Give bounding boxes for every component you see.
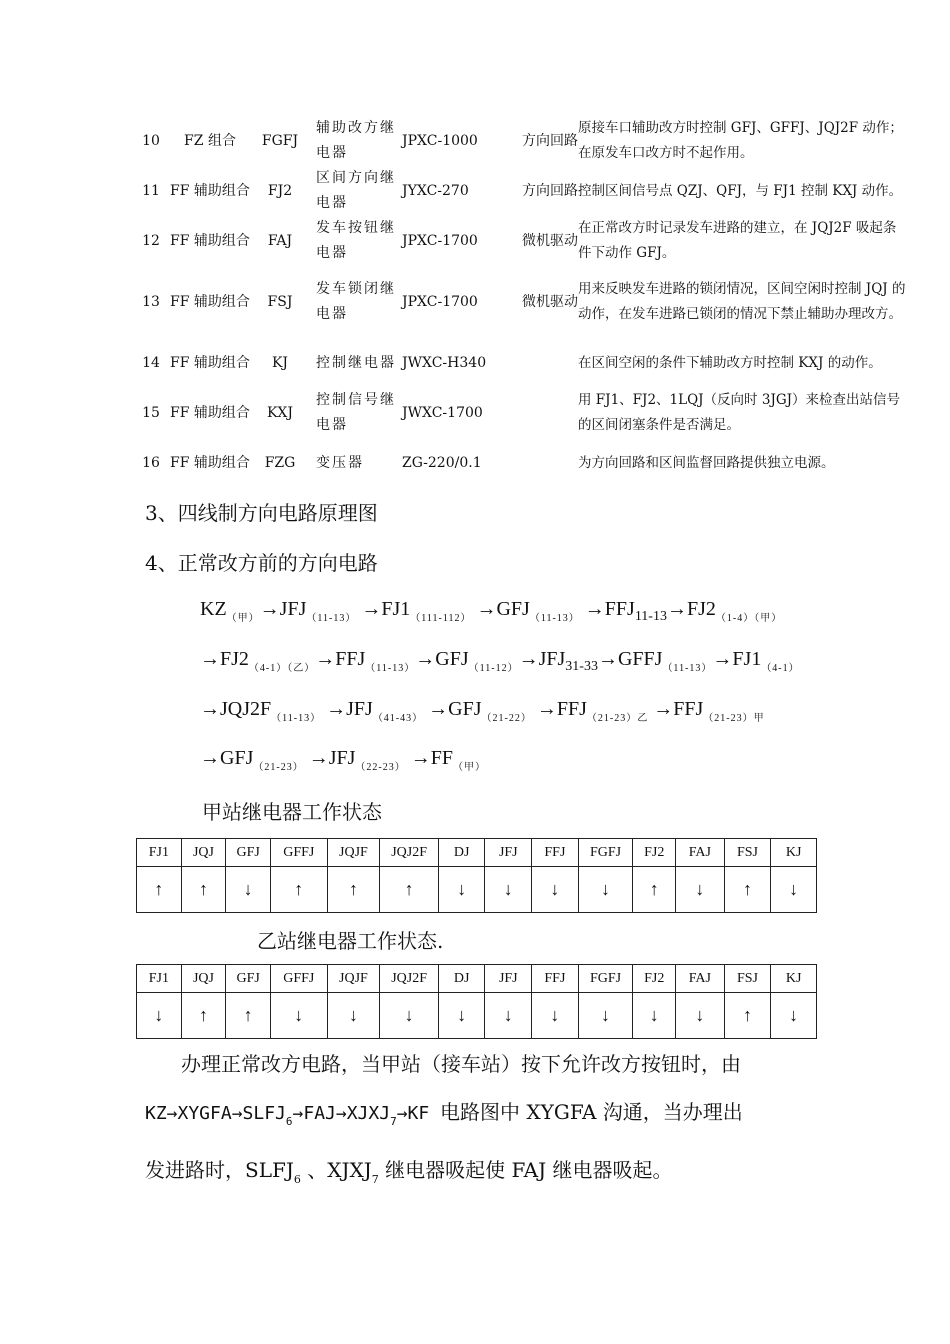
relay-circuit: 方向回路	[522, 132, 578, 149]
circuit-path-line-4: $\to GFJ_{(21-23)} \to JFJ_{(22-23)} \to FF_{(甲)}$	[200, 747, 486, 773]
state-header-cell: FJ2	[633, 965, 676, 993]
state-arrow-cell: ↓	[137, 993, 182, 1039]
state-header-cell: JQJ	[181, 965, 226, 993]
relay-code: FZG	[264, 454, 296, 471]
state-arrow-cell: ↓	[676, 993, 725, 1039]
relay-function: 用来反映发车进路的锁闭情况，区间空闲时控制 JQJ 的动作，在发车进路已锁闭的情况下禁止辅助办理改方。	[578, 281, 906, 322]
relay-group: FF 辅助组合	[170, 293, 250, 310]
state-arrow-cell: ↓	[438, 993, 485, 1039]
state-header-cell: JFJ	[485, 965, 532, 993]
state-header-cell: FJ1	[137, 965, 182, 993]
relay-list-table	[132, 116, 907, 488]
section-heading-4: 4、正常改方前的方向电路	[145, 551, 378, 575]
relay-circuit: 微机驱动	[522, 293, 578, 310]
state-arrow-cell: ↓	[380, 993, 439, 1039]
state-arrow-cell: ↓	[771, 867, 817, 913]
relay-row	[132, 216, 907, 266]
relay-circuit	[522, 438, 578, 488]
state-header-cell: FAJ	[676, 839, 725, 867]
relay-row	[132, 338, 907, 388]
relay-no: 15	[142, 404, 160, 421]
state-arrow-cell: ↓	[578, 993, 633, 1039]
state-header-cell: JQJF	[327, 965, 380, 993]
relay-function: 在区间空闲的条件下辅助改方时控制 KXJ 的动作。	[578, 354, 882, 371]
relay-name: 发车按钮继电器	[316, 220, 396, 261]
state-arrow-cell: ↓	[485, 867, 532, 913]
station-b-caption: 乙站继电器工作状态.	[257, 929, 444, 953]
state-header-cell: JQJ	[181, 839, 226, 867]
relay-circuit	[522, 388, 578, 438]
state-arrow-cell: ↑	[724, 993, 771, 1039]
relay-group: FF 辅助组合	[170, 354, 250, 371]
relay-model: JYXC-270	[402, 182, 469, 199]
relay-name: 控制继电器	[316, 354, 396, 371]
circuit-path-line-3: $\to JQJ2F_{(11-13)} \to JFJ_{(41-43)} \to GFJ_{(21-22)} \to FFJ_{(21-23)乙} \to FFJ_{(21-23)甲}$	[200, 698, 765, 724]
relay-model: ZG-220/0.1	[402, 454, 482, 471]
relay-no: 11	[142, 182, 160, 199]
para-line-2: $KZ\to XYGFA\to SLFJ_6\to FAJ\to XJXJ_7\to KF$ 电路图中 XYGFA 沟通，当办理出	[145, 1100, 743, 1128]
state-arrow-cell: ↓	[771, 993, 817, 1039]
relay-function: 为方向回路和区间监督回路提供独立电源。	[578, 454, 835, 471]
state-arrow-cell: ↑	[181, 867, 226, 913]
relay-name: 区间方向继电器	[316, 170, 396, 211]
state-header-cell: GFJ	[226, 839, 271, 867]
description-paragraph	[145, 1040, 825, 1204]
relay-code: FAJ	[267, 232, 293, 249]
state-arrow-cell: ↑	[226, 993, 271, 1039]
state-arrow-cell: ↓	[438, 867, 485, 913]
para-line-3: 发进路时，$SLFJ_6$ 、$XJXJ_7$ 继电器吸起使 FAJ 继电器吸起。	[145, 1158, 673, 1186]
relay-model: JPXC-1000	[402, 132, 478, 149]
state-header-cell: JQJF	[327, 839, 380, 867]
relay-row	[132, 266, 907, 338]
circuit-path-line-1: $KZ_{(甲)}\to JFJ_{(11-13)} \to FJ1_{(111-112)} \to GFJ_{(11-13)} \to FFJ_{11-13}\to FJ2_{(1-4)(甲)}$	[200, 598, 783, 624]
state-header-cell: GFFJ	[270, 839, 327, 867]
state-arrow-cell: ↓	[226, 867, 271, 913]
relay-function: 用 FJ1、FJ2、1LQJ（反向时 3JGJ）来检查出站信号的区间闭塞条件是否满足。	[578, 392, 901, 433]
state-header-cell: JQJ2F	[380, 965, 439, 993]
para-line-1: 办理正常改方电路，当甲站（接车站）按下允许改方按钮时，由	[181, 1052, 741, 1076]
state-header-cell: GFFJ	[270, 965, 327, 993]
state-header-cell: JFJ	[485, 839, 532, 867]
relay-code: KXJ	[266, 404, 294, 421]
relay-no: 10	[142, 132, 160, 149]
state-header-cell: FAJ	[676, 965, 725, 993]
relay-no: 14	[142, 354, 160, 371]
relay-no: 13	[142, 293, 160, 310]
state-header-cell: KJ	[771, 965, 817, 993]
state-header-cell: FFJ	[532, 965, 579, 993]
relay-group: FZ 组合	[184, 132, 236, 149]
state-arrow-cell: ↑	[724, 867, 771, 913]
state-header-cell: KJ	[771, 839, 817, 867]
relay-code: FJ2	[267, 182, 293, 199]
relay-model: JWXC-H340	[402, 354, 487, 371]
relay-model: JPXC-1700	[402, 232, 478, 249]
station-a-caption: 甲站继电器工作状态	[202, 800, 382, 824]
state-arrow-cell: ↑	[633, 867, 676, 913]
relay-circuit: 方向回路	[522, 182, 578, 199]
state-arrow-cell: ↑	[137, 867, 182, 913]
relay-name: 辅助改方继电器	[316, 120, 396, 161]
relay-no: 12	[142, 232, 160, 249]
relay-group: FF 辅助组合	[170, 404, 250, 421]
state-header-cell: DJ	[438, 965, 485, 993]
relay-row	[132, 116, 907, 166]
relay-name: 发车锁闭继电器	[316, 281, 396, 322]
state-header-cell: GFJ	[226, 965, 271, 993]
station-b-state-table	[136, 964, 817, 1039]
state-arrow-cell: ↑	[380, 867, 439, 913]
relay-row	[132, 388, 907, 438]
state-header-cell: FJ1	[137, 839, 182, 867]
state-arrow-cell: ↓	[270, 993, 327, 1039]
state-arrow-cell: ↓	[676, 867, 725, 913]
state-arrow-cell: ↓	[532, 993, 579, 1039]
relay-row	[132, 166, 907, 216]
relay-code: KJ	[271, 354, 289, 371]
relay-group: FF 辅助组合	[170, 454, 250, 471]
state-header-cell: FSJ	[724, 839, 771, 867]
relay-model: JWXC-1700	[402, 404, 483, 421]
state-arrow-cell: ↑	[270, 867, 327, 913]
relay-function: 在正常改方时记录发车进路的建立，在 JQJ2F 吸起条件下动作 GFJ。	[578, 220, 897, 261]
relay-name: 变压器	[316, 454, 364, 471]
state-arrow-cell: ↓	[532, 867, 579, 913]
state-arrow-cell: ↓	[327, 993, 380, 1039]
relay-code: FSJ	[267, 293, 293, 310]
state-header-cell: FJ2	[633, 839, 676, 867]
relay-model: JPXC-1700	[402, 293, 478, 310]
relay-name: 控制信号继电器	[316, 392, 396, 433]
state-arrow-cell: ↓	[633, 993, 676, 1039]
relay-no: 16	[142, 454, 160, 471]
state-header-cell: FFJ	[532, 839, 579, 867]
state-header-cell: DJ	[438, 839, 485, 867]
relay-row	[132, 438, 907, 488]
station-a-state-table	[136, 838, 817, 913]
state-arrow-cell: ↓	[578, 867, 633, 913]
relay-function: 控制区间信号点 QZJ、QFJ，与 FJ1 控制 KXJ 动作。	[578, 182, 903, 199]
state-header-cell: FGFJ	[578, 839, 633, 867]
relay-function: 原接车口辅助改方时控制 GFJ、GFFJ、JQJ2F 动作；在原发车口改方时不起作用。	[578, 120, 903, 161]
state-header-cell: FGFJ	[578, 965, 633, 993]
section-heading-3: 3、四线制方向电路原理图	[145, 501, 378, 525]
state-arrow-cell: ↓	[485, 993, 532, 1039]
relay-group: FF 辅助组合	[170, 182, 250, 199]
state-header-cell: JQJ2F	[380, 839, 439, 867]
state-arrow-cell: ↑	[181, 993, 226, 1039]
relay-circuit	[522, 338, 578, 388]
state-arrow-cell: ↑	[327, 867, 380, 913]
relay-circuit: 微机驱动	[522, 232, 578, 249]
circuit-path-line-2: $\to FJ2_{(4-1)(乙)}\to FFJ_{(11-13)}\to GFJ_{(11-12)}\to JFJ_{31-33}\to GFFJ_{(11-13)}\to FJ1_{(4-1)}$	[200, 648, 800, 674]
relay-code: FGFJ	[261, 132, 299, 149]
relay-group: FF 辅助组合	[170, 232, 250, 249]
state-header-cell: FSJ	[724, 965, 771, 993]
